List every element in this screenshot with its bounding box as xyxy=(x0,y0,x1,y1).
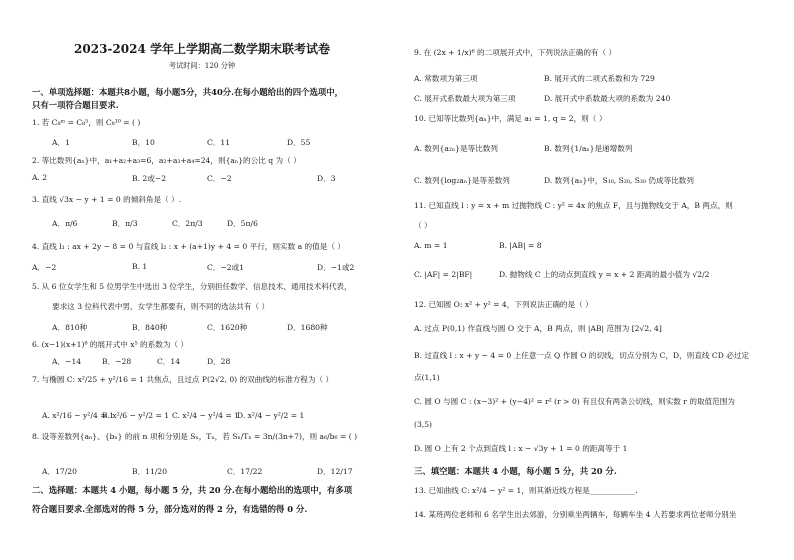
answer-option: C．−2 xyxy=(207,174,232,183)
answer-option: A．π/6 xyxy=(52,219,78,228)
question-line: B. 数列{1/aₙ}是递增数列 xyxy=(544,144,633,153)
question-line: (3,5) xyxy=(414,420,433,429)
question-line: B. |AB| = 8 xyxy=(499,241,542,250)
exam-title: 2023-2024 学年上学期高二数学期末联考试卷 xyxy=(74,42,330,56)
question-line: 三、填空题：本题共 4 小题，每小题 5 分，共 20 分. xyxy=(414,466,617,476)
question-line: 12. 已知圆 O: x² + y² = 4，下列说法正确的是（ ） xyxy=(414,300,593,309)
question-line: A. m = 1 xyxy=(414,241,448,250)
question-line: 5. 从 6 位女学生和 5 位男学生中选出 3 位学生，分别担任数学、信息技术、通用技术科代表， xyxy=(32,282,352,291)
answer-option: B．10 xyxy=(132,138,155,147)
answer-option: B. x²/6 − y²/2 = 1 xyxy=(102,411,170,420)
answer-option: D．5π/6 xyxy=(227,219,258,228)
right-column xyxy=(414,0,794,560)
question-line: D. 数列{aₙ}中，S₁₀, S₂₀, S₃₀ 仍成等比数列 xyxy=(544,176,694,185)
question-line: 13. 已知曲线 C: x²/4 − y² = 1，则其渐近线方程是____________. xyxy=(414,486,638,495)
question-line: D. 展开式中系数最大项的系数为 240 xyxy=(544,94,671,103)
answer-option: D．28 xyxy=(207,357,231,366)
answer-option: A．−2 xyxy=(32,263,57,272)
answer-option: B．−28 xyxy=(102,357,132,366)
question-line: 点(1,1) xyxy=(414,373,440,382)
question-line: 3. 直线 √3x − y + 1 = 0 的倾斜角是（ ）. xyxy=(32,195,182,204)
answer-option: C. x²/4 − y²/4 = 1 xyxy=(172,411,240,420)
question-line: A. 常数项为第三项 xyxy=(414,74,478,83)
answer-option: D．1680种 xyxy=(287,323,328,332)
question-line: 9. 在 (2x + 1/x)⁶ 的二项展开式中，下列说法正确的有（ ） xyxy=(414,48,617,57)
question-line: 11. 已知直线 l : y = x + m 过抛物线 C : y² = 4x 的焦点 F，且与抛物线交于 A，B 两点，则 xyxy=(414,201,733,210)
answer-option: B．840种 xyxy=(132,323,168,332)
left-column xyxy=(32,0,412,560)
question-line: D. 抛物线 C 上的动点到直线 y = x + 2 距离的最小值为 √2/2 xyxy=(499,270,710,279)
question-line: 要求这 3 位科代表中男、女学生都要有，则不同的选法共有（ ） xyxy=(52,302,270,311)
answer-option: D．−1或2 xyxy=(317,263,355,272)
question-line: 6. (x−1)(x+1)⁸ 的展开式中 x⁵ 的系数为（ ） xyxy=(32,340,189,349)
question-line: B. 过直线 l : x + y − 4 = 0 上任意一点 Q 作圆 O 的切线，切点分别为 C，D，则直线 CD 必过定 xyxy=(414,351,750,360)
question-line: 8. 设等差数列{aₙ}、{bₙ} 的前 n 项和分别是 Sₙ，Tₙ，若 Sₙ/Tₙ = 3n/(3n+7)，则 a₆/b₆ = ( ) xyxy=(32,432,358,441)
question-line: 7. 与椭圆 C: x²/25 + y²/16 = 1 共焦点，且过点 P(2√2, 0) 的双曲线的标准方程为（ ） xyxy=(32,375,334,384)
answer-option: D．12/17 xyxy=(317,467,353,476)
question-line: C. |AF| = 2|BF| xyxy=(414,270,473,279)
exam-time: 考试时间：120 分钟 xyxy=(168,61,236,70)
question-line: 符合题目要求.全部选对的得 5 分，部分选对的得 2 分，有选错的得 0 分. xyxy=(32,504,308,514)
answer-option: A. 2 xyxy=(32,173,48,182)
question-line: 2. 等比数列{aₙ}中，a₁+a₂+a₃=6，a₂+a₃+a₄=24，则{aₙ}的公比 q 为（ ） xyxy=(32,156,301,165)
question-line: 只有一项符合题目要求. xyxy=(32,100,119,110)
answer-option: D．55 xyxy=(287,138,311,147)
answer-option: A．810种 xyxy=(52,323,88,332)
question-line: D. 圆 O 上有 2 个点到直线 l : x − √3y + 1 = 0 的距离等于 1 xyxy=(414,444,628,453)
answer-option: C．2π/3 xyxy=(172,219,203,228)
answer-option: B. 1 xyxy=(132,262,148,271)
answer-option: A. x²/16 − y²/4 = 1 xyxy=(42,411,114,420)
answer-option: B．π/3 xyxy=(112,219,138,228)
answer-option: A．17/20 xyxy=(42,467,77,476)
answer-option: D. x²/4 − y²/2 = 1 xyxy=(237,411,305,420)
question-line: C. 展开式系数最大项为第三项 xyxy=(414,94,516,103)
question-line: 4. 直线 l₁ : ax + 2y − 8 = 0 与直线 l₂ : x + (a+1)y + 4 = 0 平行，则实数 a 的值是（ ） xyxy=(32,242,345,251)
question-line: 14. 某班两位老师和 6 名学生出去郊游，分别乘坐两辆车，每辆车坐 4 人若要求两位老师分别坐 xyxy=(414,510,737,519)
question-line: C. 数列{log₂aₙ}是等差数列 xyxy=(414,176,510,185)
question-line: 一、单项选择题：本题共8小题，每小题5分，共40分.在每小题给出的四个选项中， xyxy=(32,87,343,97)
answer-option: C．1620种 xyxy=(207,323,248,332)
answer-option: B. 2或−2 xyxy=(132,174,167,183)
question-line: B. 展开式的二项式系数和为 729 xyxy=(544,74,655,83)
answer-option: A．1 xyxy=(52,138,70,147)
question-line: C. 圆 O 与圆 C : (x−3)² + (y−4)² = r² (r > 0) 有且仅有两条公切线，则实数 r 的取值范围为 xyxy=(414,397,735,406)
question-line: A. 过点 P(0,1) 作直线与圆 O 交于 A，B 两点，则 |AB| 范围为 [2√2, 4] xyxy=(414,324,662,333)
answer-option: C．14 xyxy=(157,357,181,366)
answer-option: C．17/22 xyxy=(227,467,263,476)
answer-option: C．−2或1 xyxy=(207,263,245,272)
question-line: 1. 若 C₈ᵐ = C₈⁵，则 C₈¹⁰ = ( ) xyxy=(32,118,141,127)
question-line: 二、选择题：本题共 4 小题，每小题 5 分，共 20 分.在每小题给出的选项中，有多项 xyxy=(32,485,353,495)
answer-option: B．11/20 xyxy=(132,467,168,476)
question-line: A. 数列{a₂ₙ}是等比数列 xyxy=(414,144,498,153)
question-line: （ ） xyxy=(414,221,432,230)
answer-option: C．11 xyxy=(207,138,231,147)
answer-option: A．−14 xyxy=(52,357,82,366)
answer-option: D．3 xyxy=(317,174,336,183)
question-line: 10. 已知等比数列{aₙ}中，满足 a₁ = 1, q = 2，则（ ） xyxy=(414,114,607,123)
